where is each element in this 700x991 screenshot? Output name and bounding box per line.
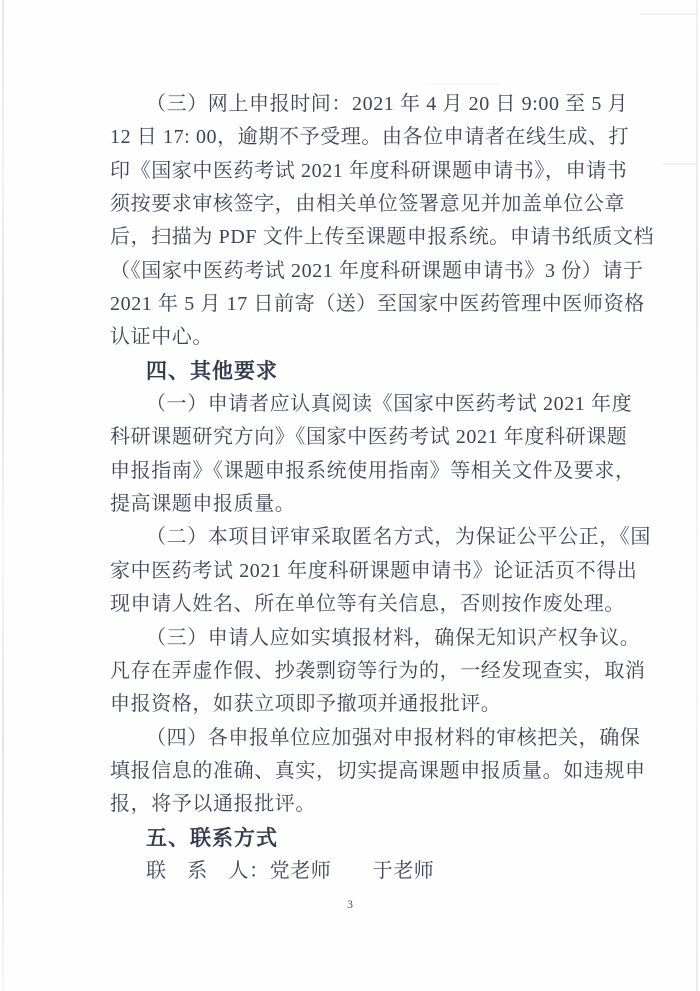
text-line: 印《国家中医药考试 2021 年度科研课题申请书》，申请书 [110,159,628,182]
text-line: 申报资格，如获立项即予撤项并通报批评。 [110,693,502,716]
text-line-requirement-1: （一）申请者应认真阅读《国家中医药考试 2021 年度 [146,393,633,416]
text-line: 申报指南》《课题申报系统使用指南》等相关文件及要求， [110,459,636,482]
scan-edge-artifact-left [2,0,4,991]
section-heading-contact-info: 五、联系方式 [146,826,278,850]
text-line: 2021 年 5 月 17 日前寄（送）至国家中医药管理中医师资格 [110,293,645,316]
scan-edge-artifact-right [696,0,698,991]
text-line: 填报信息的准确、真实，切实提高课题申报质量。如违规申 [110,759,646,782]
document-body [110,88,655,888]
text-line-requirement-4: （四）各申报单位应加强对申报材料的审核把关，确保 [146,726,641,749]
section-heading-other-requirements: 四、其他要求 [146,359,278,383]
text-line: 现申请人姓名、所在单位等有关信息，否则按作废处理。 [110,593,625,616]
text-line-online-application-time: （三）网上申报时间：2021 年 4 月 20 日 9:00 至 5 月 [146,93,629,115]
scan-smudge [662,163,698,165]
contact-person-line: 联 系 人：党老师 于老师 [146,859,435,882]
scan-smudge [640,13,698,15]
page-number: 3 [347,897,353,911]
scan-smudge [430,83,500,85]
text-line: 12 日 17: 00，逾期不予受理。由各位申请者在线生成、打 [110,126,630,149]
text-line: 凡存在弄虚作假、抄袭剽窃等行为的，一经发现查实，取消 [110,659,646,682]
text-line: 报，将予以通报批评。 [110,793,316,816]
text-line: 后，扫描为 PDF 文件上传至课题申报系统。申请书纸质文档 [110,226,655,249]
text-line: 须按要求审核签字，由相关单位签署意见并加盖单位公章 [110,193,625,216]
text-line: 家中医药考试 2021 年度科研课题申请书》论证活页不得出 [110,559,638,582]
text-line-requirement-2: （二）本项目评审采取匿名方式，为保证公平公正，《国 [146,526,651,549]
text-line-requirement-3: （三）申请人应如实填报材料，确保无知识产权争议。 [146,626,641,649]
text-line: 认证中心。 [110,326,213,349]
text-line: 科研课题研究方向》《国家中医药考试 2021 年度科研课题 [110,426,628,449]
text-line: 提高课题申报质量。 [110,493,296,516]
text-line: （《国家中医药考试 2021 年度科研课题申请书》3 份）请于 [110,259,644,282]
